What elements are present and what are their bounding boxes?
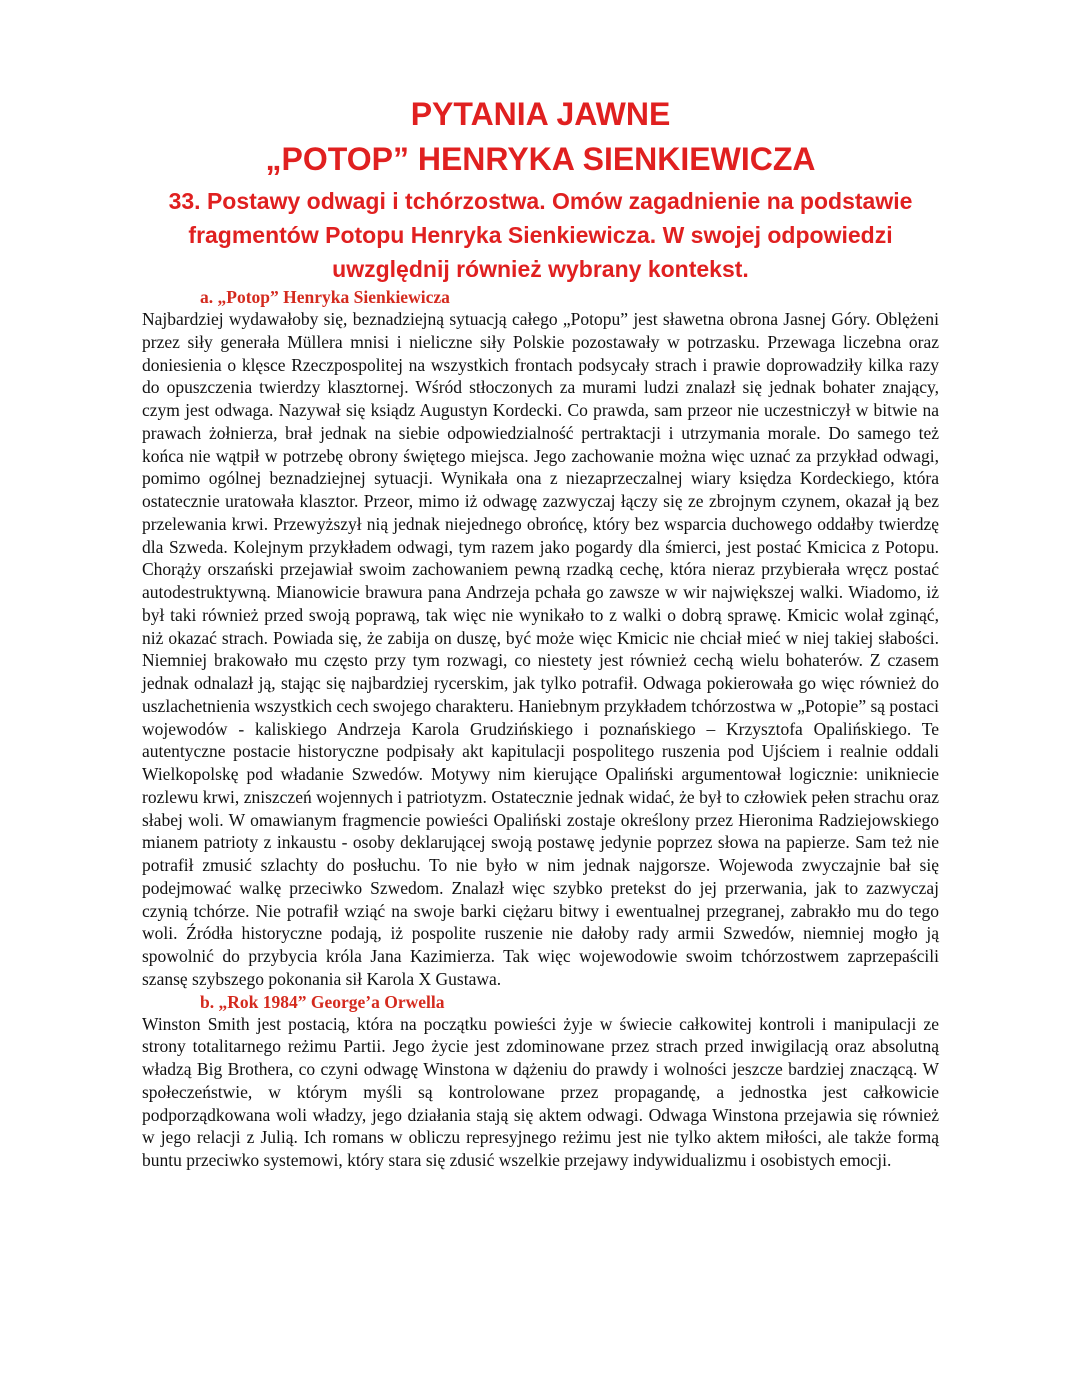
section-heading-1984: b. „Rok 1984” George’a Orwella <box>200 991 445 1012</box>
document-page <box>142 92 939 1172</box>
question-heading: 33. Postawy odwagi i tchórzostwa. Omów zagadnienie na podstawie fragmentów Potopu Henryka Sienkiewicza. W swojej odpowiedzi uwzględnij również wybrany kontekst. <box>168 188 913 282</box>
section-text-1984: Winston Smith jest postacią, która na początku powieści żyje w świecie całkowitej kontroli i manipulacji ze strony totalitarnego reżimu Partii. Jego życie jest zdominowane przez strach przed inwigilacją oraz absolutną władzą Big Brothera, co czyni odwagę Winstona w dążeniu do prawdy i wolności jeszcze bardziej znaczącą. W społeczeństwie, w którym myśli są kontrolowane przez propagandę, a jednostka jest całkowicie podporządkowana woli władzy, jego działania stają się aktem odwagi. Odwaga Winstona przejawia się również w jego relacji z Julią. Ich romans w obliczu represyjnego reżimu jest nie tylko aktem miłości, ale także formą buntu przeciwko systemowi, który stara się zdusić wszelkie przejawy indywidualizmu i osobistych emocji. <box>142 1013 939 1170</box>
section-text-potop: Najbardziej wydawałoby się, beznadziejną sytuacją całego „Potopu” jest sławetna obrona Jasnej Góry. Oblężeni przez siły generała Müllera mnisi i nieliczne siły Polskie pozostawały w potrzasku. Przewaga liczebna oraz doniesienia o klęsce Rzeczpospolitej na wszystkich frontach podsycały strach i prawie doprowadziły kilka razy do opuszczenia twierdzy klasztornej. Wśród stłoczonych za murami ludzi znalazł się jednak bohater znający, czym jest odwaga. Nazywał się ksiądz Augustyn Kordecki. Co prawda, sam przeor nie uczestniczył w bitwie na prawach żołnierza, brał jednak na siebie odpowiedzialność pertraktacji i utrzymania morale. Do samego też końca nie wątpił w potrzebę obrony świętego miejsca. Jego zachowanie można więc uznać za przykład odwagi, pomimo ogólnej beznadziejnej sytuacji. Wynikała ona z niezaprzeczalnej wiary księdza Kordeckiego, która ostatecznie uratowała klasztor. Przeor, mimo iż odwagę zazwyczaj łączy się ze zbrojnym czynem, okazał ją bez przelewania krwi. Przewyższył nią jednak niejednego obrońcę, który bez wsparcia duchowego oddałby twierdzę dla Szweda. Kolejnym przykładem odwagi, tym razem jako pogardy dla śmierci, jest postać Kmicica z Potopu. Chorąży orszański przejawiał swoim zachowaniem pewną rzadką cechę, która nieraz przybierała wręcz postać autodestruktywną. Mianowicie brawura pana Andrzeja pchała go zawsze w wir największej walki. Wiadomo, iż był taki również przed swoją poprawą, tak więc nie wynikało to z walki o dobrą sprawę. Kmicic wolał zginąć, niż okazać strach. Powiada się, że zabija on duszę, być może więc Kmicic nie chciał mieć w niej takiej słabości. Niemniej brakowało mu często przy tym rozwagi, co niestety jest również cechą wielu bohaterów. Z czasem jednak odnalazł ją, stając się najbardziej rycerskim, jak tylko potrafił. Odwaga pokierowała go więc również do uszlachetnienia wszystkich cech swojego charakteru. Haniebnym przykładem tchórzostwa w „Potopie” są postaci wojewodów - kaliskiego Andrzeja Karola Grudzińskiego i poznańskiego – Krzysztofa Opalińskiego. Te autentyczne postacie historyczne podpisały akt kapitulacji pospolitego ruszenia pod Ujściem i realnie oddali Wielkopolskę pod władanie Szwedów. Motywy nim kierujące Opaliński argumentował logicznie: unikniecie rozlewu krwi, zniszczeń wojennych i patriotyzm. Ostatecznie jednak widać, że był to człowiek pełen strachu oraz słabej woli. W omawianym fragmencie powieści Opaliński zostaje określony przez Hieronima Radziejowskiego mianem patrioty z inkaustu - osoby deklarującej swoją postawę jedynie poprzez słowa na papierze. Sam też nie potrafił zmusić szlachty do posłuchu. To nie było w nim jednak najgorsze. Wojewoda zwyczajnie bał się podejmować walkę przeciwko Szwedom. Znalazł więc szybko pretekst do jej przerwania, jak to zazwyczaj czynią tchórze. Nie potrafił wziąć na swoje barki ciężaru bitwy i ewentualnej przegranej, zabrakło mu do tego woli. Źródła historyczne podają, iż pospolite ruszenie nie dałoby rady armii Szwedów, niemniej mogło ją spowolnić do przybycia króla Jana Kazimierza. Tak więc wojewodowie swoim tchórzostwem zaprzepaścili szansę szybszego pokonania sił Karola X Gustawa. <box>142 309 939 989</box>
document-title-line2: „POTOP” HENRYKA SIENKIEWICZA <box>265 141 816 177</box>
section-heading-potop: a. „Potop” Henryka Sienkiewicza <box>200 287 450 307</box>
document-title-line1: PYTANIA JAWNE <box>410 96 671 132</box>
